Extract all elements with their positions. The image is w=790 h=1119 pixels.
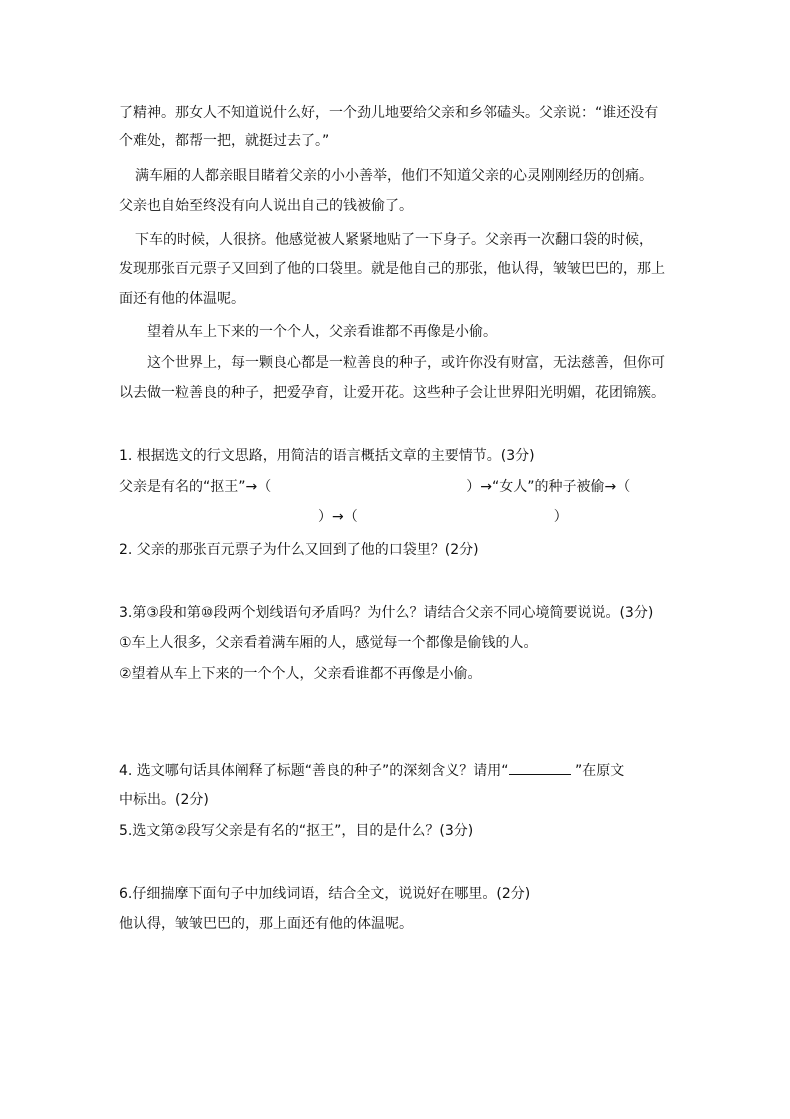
passage-p3-line1: 下车的时候，人很挤。他感觉被人紧紧地贴了一下身子。父亲再一次翻口袋的时候， <box>135 232 653 248</box>
q4-text-b: ”在原文 <box>570 763 625 779</box>
question-4-line1 <box>119 760 624 781</box>
question-3: 3.第③段和第⑩段两个划线语句矛盾吗？为什么？请结合父亲不同心境简要说说。(3分) <box>119 605 654 621</box>
passage-p5-line1: 这个世界上，每一颗良心都是一粒善良的种子，或许你没有财富，无法慈善，但你可 <box>147 355 665 371</box>
passage-p2-line1: 满车厢的人都亲眼目睹着父亲的小小善举，他们不知道父亲的心灵刚刚经历的创痛。 <box>135 168 653 184</box>
q1-fill-c: ）→（ <box>318 509 358 525</box>
q1-fill-d: ） <box>553 509 568 525</box>
passage-p5-line2: 以去做一粒善良的种子，把爱孕育，让爱开花。这些种子会让世界阳光明媚，花团锦簇。 <box>119 385 665 401</box>
q4-underline-mark <box>509 760 571 775</box>
question-1-fill-row2 <box>318 507 568 527</box>
passage-p3-line3: 面还有他的体温呢。 <box>119 291 245 307</box>
passage-p1-line1: 了精神。那女人不知道说什么好，一个劲儿地要给父亲和乡邻磕头。父亲说：“谁还没有 <box>119 105 659 121</box>
passage-p4-line1: 望着从车上下来的一个个人，父亲看谁都不再像是小偷。 <box>147 324 497 340</box>
question-4-line2: 中标出。(2分) <box>119 792 209 808</box>
question-5: 5.选文第②段写父亲是有名的“抠王”，目的是什么？(3分) <box>119 823 474 839</box>
question-3-sentence-1: ①车上人很多，父亲看着满车厢的人，感觉每一个都像是偷钱的人。 <box>119 635 538 651</box>
passage-p2-line2: 父亲也自始至终没有向人说出自己的钱被偷了。 <box>119 198 413 214</box>
question-6-sentence: 他认得，皱皱巴巴的，那上面还有他的体温呢。 <box>119 916 413 932</box>
question-1: 1. 根据选文的行文思路，用简洁的语言概括文章的主要情节。(3分) <box>119 448 535 464</box>
question-6: 6.仔细揣摩下面句子中加线词语，结合全文，说说好在哪里。(2分) <box>119 886 531 902</box>
question-2: 2. 父亲的那张百元票子为什么又回到了他的口袋里？(2分) <box>119 542 479 558</box>
passage-p3-line2: 发现那张百元票子又回到了他的口袋里。就是他自己的那张，他认得，皱皱巴巴的，那上 <box>119 261 665 277</box>
q1-fill-b: ）→“女人”的种子被偷→（ <box>466 479 631 495</box>
question-3-sentence-2: ②望着从车上下来的一个个人，父亲看谁都不再像是小偷。 <box>119 666 482 682</box>
passage-p1-line2: 个难处，都帮一把，就挺过去了。” <box>119 133 330 149</box>
question-1-fill-row1 <box>119 477 630 497</box>
q4-text-a: 4. 选文哪句话具体阐释了标题“善良的种子”的深刻含义？请用“ <box>119 763 509 779</box>
q1-fill-a: 父亲是有名的“抠王”→（ <box>119 479 272 495</box>
